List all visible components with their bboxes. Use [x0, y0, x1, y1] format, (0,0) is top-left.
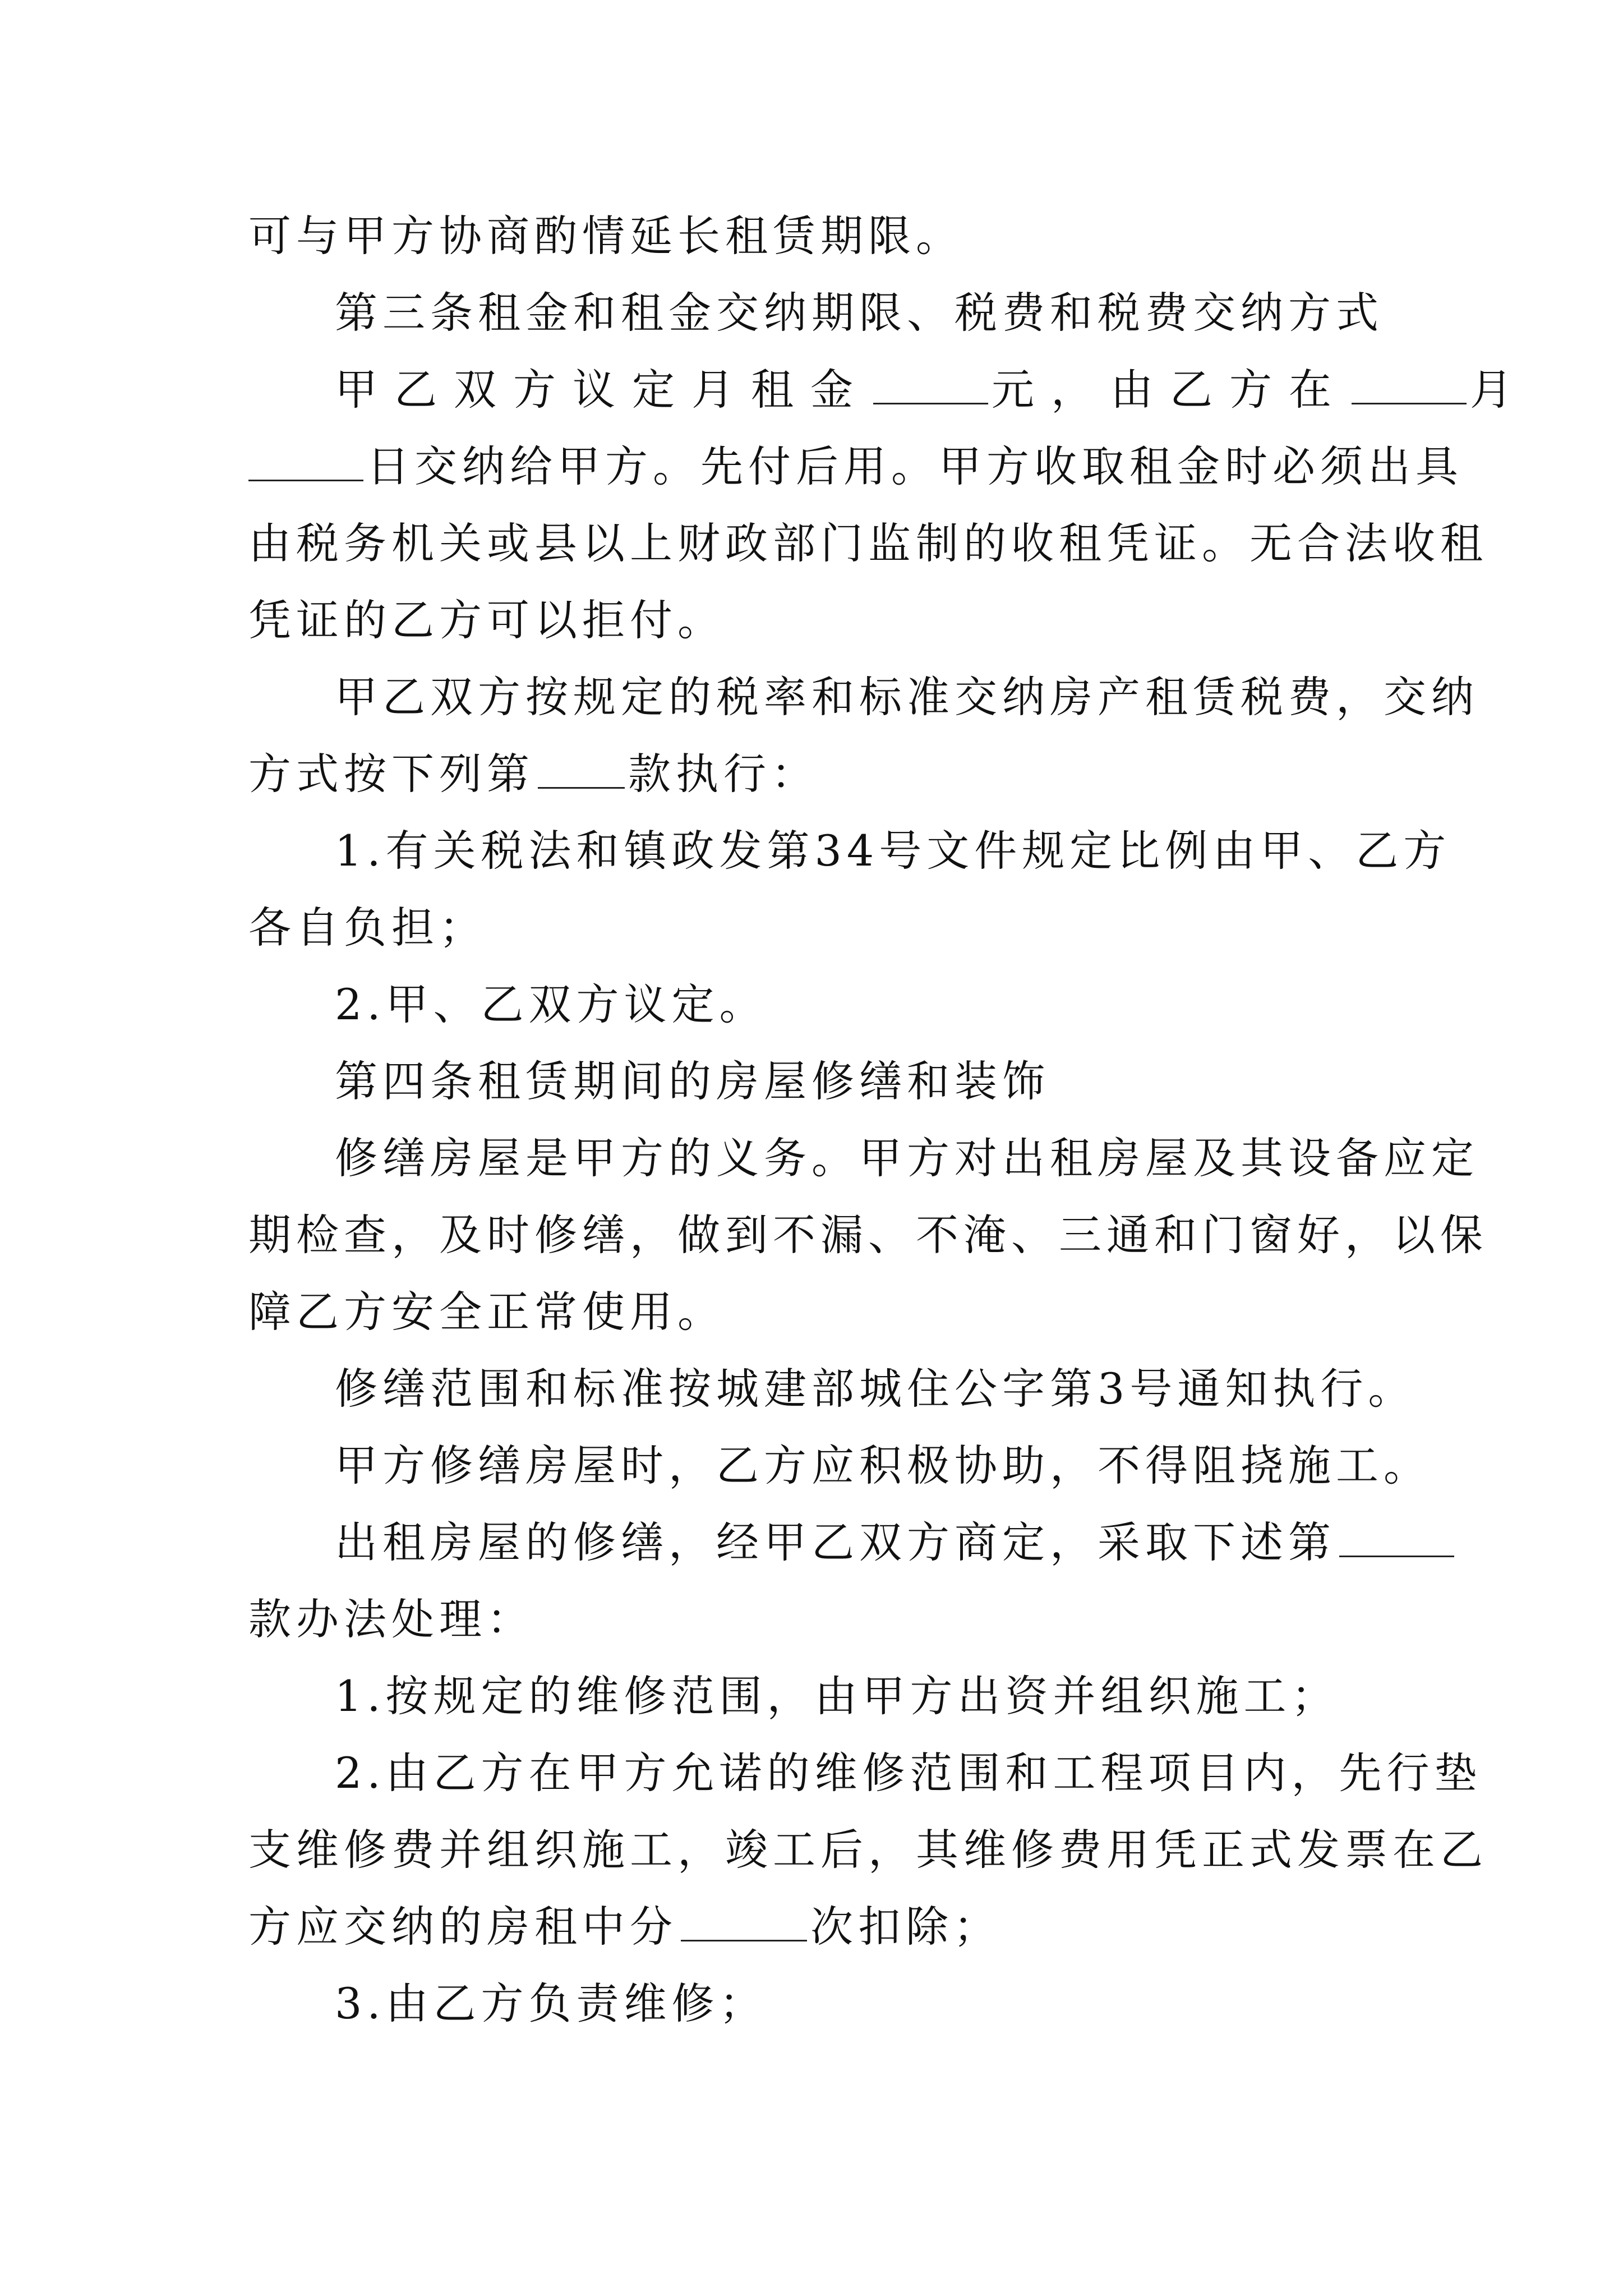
fill-in-blank — [873, 371, 988, 404]
list-item — [248, 1658, 1376, 1734]
paragraph-line — [248, 1273, 1376, 1350]
paragraph-line — [248, 1581, 1376, 1658]
line-text: 出租房屋的修缮，经甲乙双方商定，采取下述第 — [335, 1517, 1336, 1567]
paragraph-line — [248, 1427, 1431, 1504]
paragraph-line — [248, 889, 1376, 966]
fill-in-blank — [1352, 371, 1467, 404]
line-text: 修缮房屋是甲方的义务。甲方对出租房屋及其设备应定 — [335, 1133, 1479, 1183]
line-text: 方式按下列第 — [248, 749, 534, 799]
line-text: 次扣除； — [810, 1902, 1001, 1952]
line-text: 由税务机关或县以上财政部门监制的收租凭证。无合法收租 — [248, 518, 1488, 568]
line-text: 款执行： — [628, 749, 819, 799]
paragraph-line — [248, 582, 1376, 659]
line-text: 障乙方安全正常使用。 — [248, 1287, 725, 1337]
paragraph-line — [248, 505, 1488, 582]
paragraph-line — [248, 1811, 1488, 1888]
line-text: 月 — [1470, 365, 1529, 415]
paragraph-line — [248, 1350, 1416, 1427]
paragraph-line — [248, 1197, 1488, 1273]
line-text: 1.有关税法和镇政发第34号文件规定比例由甲、乙方 — [335, 826, 1451, 876]
line-text: 期检查，及时修缮，做到不漏、不淹、三通和门窗好，以保 — [248, 1210, 1488, 1260]
fill-in-blank — [538, 755, 625, 789]
line-text: 甲方修缮房屋时，乙方应积极协助，不得阻挠施工。 — [335, 1441, 1431, 1490]
line-text: 3.由乙方负责维修； — [335, 1978, 767, 2028]
list-item — [248, 812, 1451, 889]
list-item — [248, 1965, 1376, 2042]
line-text: 日交纳给甲方。先付后用。甲方收取租金时必须出具 — [367, 441, 1463, 491]
line-text: 1.按规定的维修范围，由甲方出资并组织施工； — [335, 1671, 1339, 1721]
line-text: 款办法处理： — [248, 1594, 534, 1644]
line-text: 2.甲、乙双方议定。 — [335, 979, 767, 1029]
article-heading — [248, 1043, 1376, 1120]
line-text: 方应交纳的房租中分 — [248, 1902, 677, 1952]
article-heading — [248, 274, 1384, 351]
line-text: 甲乙双方议定月租金 — [335, 365, 870, 415]
line-text: 支维修费并组织施工，竣工后，其维修费用凭正式发票在乙 — [248, 1825, 1488, 1875]
line-text: 各自负担； — [248, 903, 487, 953]
document-body — [248, 197, 1529, 2042]
list-item — [248, 1734, 1482, 1811]
line-text: 2.由乙方在甲方允诺的维修范围和工程项目内，先行垫 — [335, 1748, 1482, 1798]
line-text: 第三条租金和租金交纳期限、税费和税费交纳方式 — [335, 288, 1384, 338]
paragraph-line — [248, 351, 1529, 428]
line-text: 凭证的乙方可以拒付。 — [248, 595, 725, 645]
paragraph-line — [248, 735, 1376, 812]
line-text: 可与甲方协商酌情延长租赁期限。 — [248, 211, 963, 261]
line-text: 甲乙双方按规定的税率和标准交纳房产租赁税费，交纳 — [335, 672, 1479, 722]
line-text: 修缮范围和标准按城建部城住公字第3号通知执行。 — [335, 1364, 1416, 1414]
fill-in-blank — [1339, 1524, 1454, 1557]
list-item — [248, 966, 1376, 1043]
paragraph-line — [248, 1504, 1376, 1581]
line-text: 第四条租赁期间的房屋修缮和装饰 — [335, 1056, 1050, 1106]
paragraph-line — [248, 197, 1376, 274]
paragraph-line — [248, 1888, 1376, 1965]
fill-in-blank — [681, 1908, 807, 1941]
paragraph-line — [248, 1120, 1479, 1197]
line-text: 元，由乙方在 — [992, 365, 1348, 415]
paragraph-line — [248, 428, 1463, 505]
paragraph-line — [248, 659, 1479, 735]
fill-in-blank — [248, 448, 363, 481]
